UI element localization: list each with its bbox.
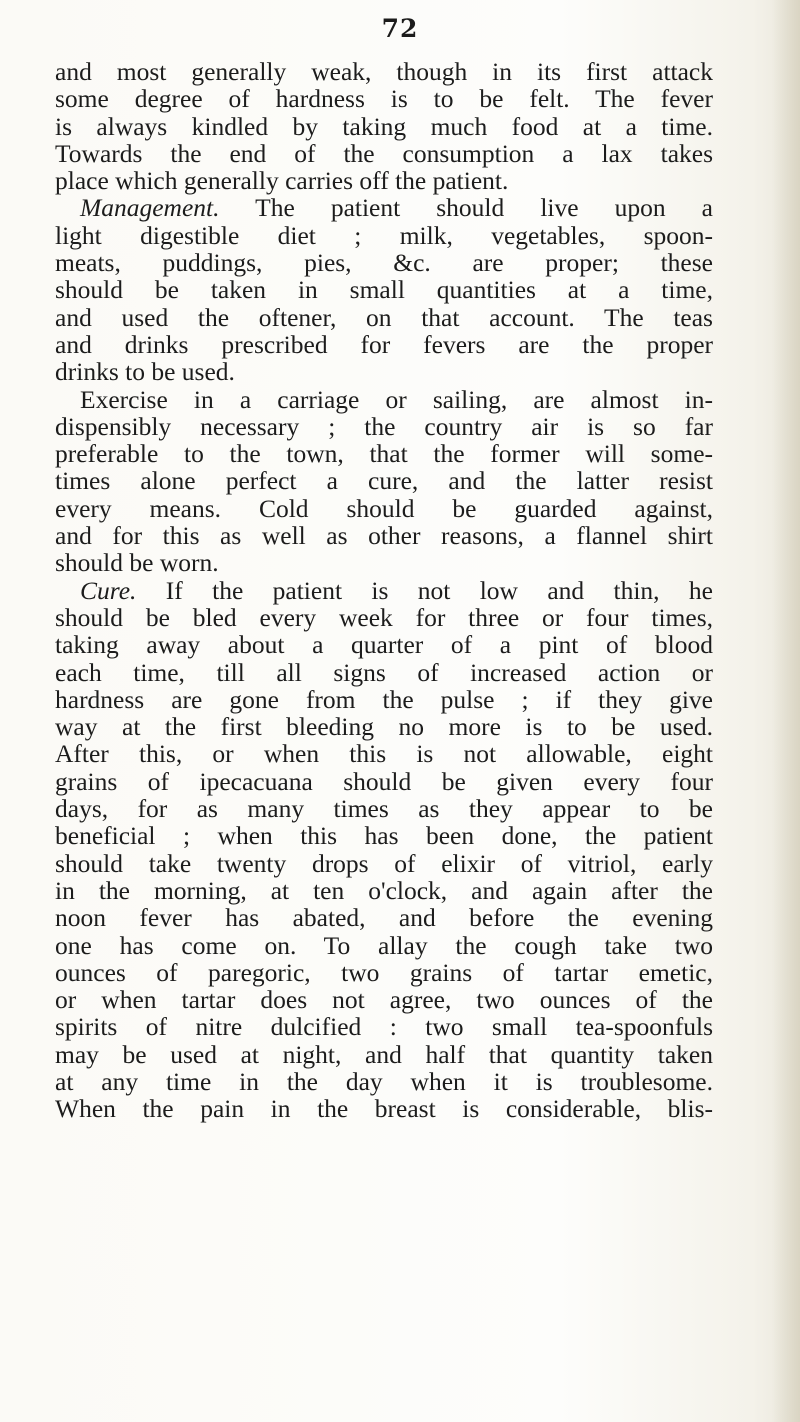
text-line bbox=[55, 932, 713, 959]
line-text: should be worn. bbox=[55, 548, 219, 578]
line-text: drinks to be used. bbox=[55, 357, 235, 387]
text-line bbox=[55, 140, 713, 167]
line-text: and used the oftener, on that account. The teas bbox=[55, 302, 713, 332]
text-line bbox=[55, 522, 713, 549]
text-line bbox=[55, 276, 713, 303]
text-line bbox=[55, 740, 713, 767]
text-line bbox=[55, 194, 713, 221]
text-line bbox=[55, 904, 713, 931]
line-text: The patient should live upon a bbox=[219, 193, 713, 223]
line-text: light digestible diet ; milk, vegetables, spoon- bbox=[55, 220, 713, 250]
line-text: should be taken in small quantities at a time, bbox=[55, 275, 713, 305]
text-line bbox=[55, 386, 713, 413]
text-line bbox=[55, 686, 713, 713]
text-line bbox=[55, 113, 713, 140]
text-line bbox=[55, 1041, 713, 1068]
text-line bbox=[55, 222, 713, 249]
line-text: When the pain in the breast is considerable, blis- bbox=[55, 1094, 713, 1124]
line-text: After this, or when this is not allowable, eight bbox=[55, 739, 713, 769]
text-line bbox=[55, 549, 713, 576]
page-number: 72 bbox=[381, 14, 419, 43]
text-line bbox=[55, 768, 713, 795]
text-line bbox=[55, 167, 713, 194]
text-line bbox=[55, 85, 713, 112]
line-text: or when tartar does not agree, two ounces of the bbox=[55, 985, 713, 1015]
line-text: ounces of paregoric, two grains of tartar emetic, bbox=[55, 957, 713, 987]
text-line bbox=[55, 358, 713, 385]
line-text: hardness are gone from the pulse ; if they give bbox=[55, 684, 713, 714]
page-edge-shadow bbox=[772, 0, 800, 1422]
line-text: some degree of hardness is to be felt. The fever bbox=[55, 84, 713, 114]
text-line bbox=[55, 304, 713, 331]
text-line bbox=[55, 413, 713, 440]
text-line bbox=[55, 58, 713, 85]
text-line bbox=[55, 331, 713, 358]
line-text: and most generally weak, though in its first attack bbox=[55, 57, 713, 86]
line-text: should be bled every week for three or four times, bbox=[55, 602, 713, 632]
text-line bbox=[55, 249, 713, 276]
line-text: Exercise in a carriage or sailing, are almost in- bbox=[80, 384, 713, 414]
text-line bbox=[55, 467, 713, 494]
text-line bbox=[55, 495, 713, 522]
text-line bbox=[55, 631, 713, 658]
text-line bbox=[55, 1095, 713, 1122]
line-text: days, for as many times as they appear to be bbox=[55, 794, 713, 824]
line-text: at any time in the day when it is troublesome. bbox=[55, 1066, 713, 1096]
line-text: way at the first bleeding no more is to be used. bbox=[55, 712, 713, 742]
line-text: preferable to the town, that the former will some- bbox=[55, 439, 713, 469]
line-text: If the patient is not low and thin, he bbox=[136, 575, 713, 605]
line-text: every means. Cold should be guarded against, bbox=[55, 493, 713, 523]
line-text: beneficial ; when this has been done, the patient bbox=[55, 821, 713, 851]
text-line bbox=[55, 986, 713, 1013]
text-line bbox=[55, 440, 713, 467]
section-heading: Management. bbox=[80, 193, 220, 223]
line-text: should take twenty drops of elixir of vitriol, early bbox=[55, 848, 713, 878]
line-text: one has come on. To allay the cough take two bbox=[55, 930, 713, 960]
body-text bbox=[55, 58, 713, 1123]
line-text: meats, puddings, pies, &c. are proper; these bbox=[55, 248, 713, 278]
line-text: Towards the end of the consumption a lax takes bbox=[55, 138, 713, 168]
line-text: may be used at night, and half that quantity taken bbox=[55, 1039, 713, 1069]
text-line bbox=[55, 959, 713, 986]
line-text: each time, till all signs of increased action or bbox=[55, 657, 713, 687]
line-text: dispensibly necessary ; the country air is so far bbox=[55, 411, 713, 441]
line-text: spirits of nitre dulcified : two small tea-spoonfuls bbox=[55, 1012, 713, 1042]
line-text: noon fever has abated, and before the evening bbox=[55, 903, 713, 933]
text-line bbox=[55, 713, 713, 740]
text-line bbox=[55, 877, 713, 904]
text-line bbox=[55, 577, 713, 604]
text-line bbox=[55, 795, 713, 822]
text-line bbox=[55, 1068, 713, 1095]
line-text: times alone perfect a cure, and the latter resist bbox=[55, 466, 713, 496]
text-line bbox=[55, 1013, 713, 1040]
text-line bbox=[55, 604, 713, 631]
line-text: is always kindled by taking much food at a time. bbox=[55, 111, 713, 141]
text-line bbox=[55, 850, 713, 877]
line-text: taking away about a quarter of a pint of blood bbox=[55, 630, 713, 660]
text-line bbox=[55, 822, 713, 849]
line-text: and drinks prescribed for fevers are the proper bbox=[55, 329, 713, 359]
line-text: grains of ipecacuana should be given every four bbox=[55, 766, 713, 796]
section-heading: Cure. bbox=[80, 575, 137, 605]
text-line bbox=[55, 659, 713, 686]
line-text: and for this as well as other reasons, a flannel shirt bbox=[55, 521, 713, 551]
line-text: place which generally carries off the patient. bbox=[55, 166, 509, 196]
line-text: in the morning, at ten o'clock, and again after the bbox=[55, 875, 713, 905]
